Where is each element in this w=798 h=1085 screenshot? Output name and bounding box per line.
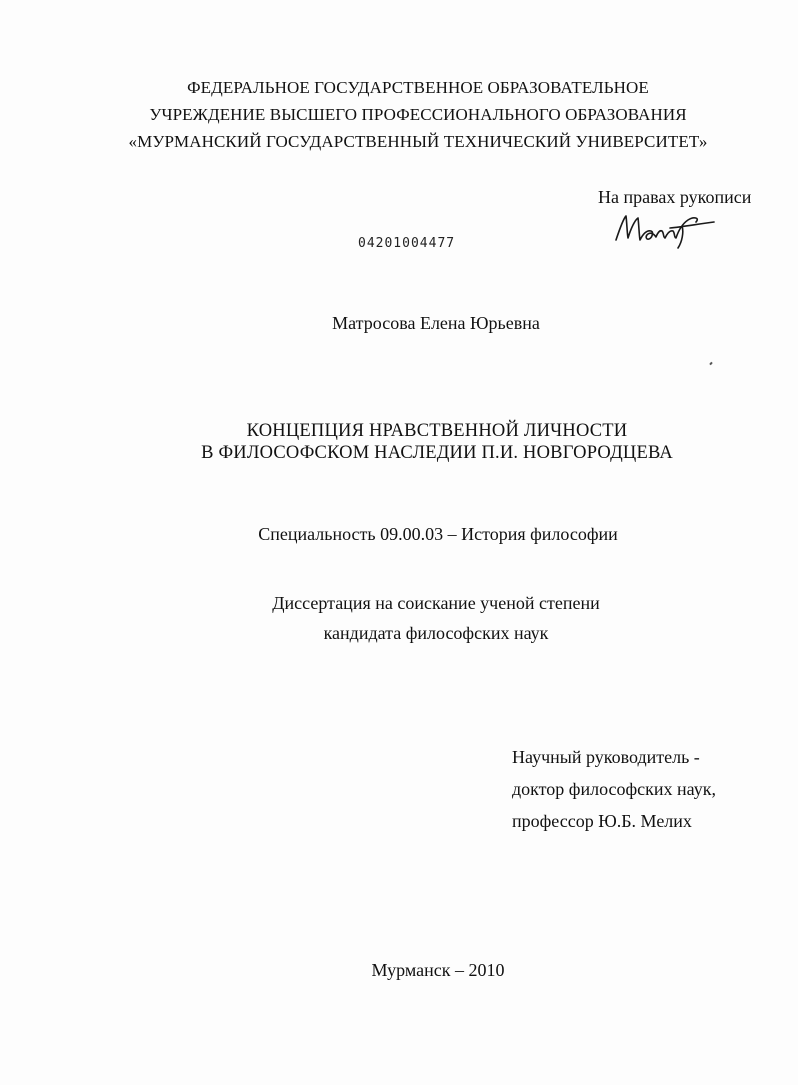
advisor-line-1: Научный руководитель - [512, 747, 700, 767]
scientific-advisor [512, 741, 716, 837]
title-line-2: В ФИЛОСОФСКОМ НАСЛЕДИИ П.И. НОВГОРОДЦЕВА [201, 443, 673, 463]
catalog-code: 04201004477 [358, 236, 456, 251]
author-name: Матросова Елена Юрьевна [332, 313, 540, 333]
city-year-block [0, 960, 798, 981]
scan-speck [709, 362, 712, 366]
title-line-1: КОНЦЕПЦИЯ НРАВСТВЕННОЙ ЛИЧНОСТИ [246, 421, 628, 441]
rights-note: На правах рукописи [598, 187, 752, 207]
advisor-line-2: доктор философских наук, [512, 779, 716, 799]
city-year: Мурманск – 2010 [371, 960, 505, 980]
degree-line-2: кандидата философских наук [323, 623, 549, 643]
institution-line-2: УЧРЕЖДЕНИЕ ВЫСШЕГО ПРОФЕССИОНАЛЬНОГО ОБРАЗОВАНИЯ [149, 105, 687, 124]
institution-header [0, 74, 798, 155]
author-name-block [0, 313, 798, 334]
dissertation-degree [0, 588, 798, 648]
degree-line-1: Диссертация на соискание ученой степени [272, 593, 600, 613]
dissertation-title [0, 420, 798, 464]
specialty-block [0, 524, 798, 545]
handwritten-signature [612, 210, 722, 250]
advisor-line-3: профессор Ю.Б. Мелих [512, 811, 692, 831]
institution-line-3: «МУРМАНСКИЙ ГОСУДАРСТВЕННЫЙ ТЕХНИЧЕСКИЙ УНИВЕРСИТЕТ» [128, 132, 708, 151]
specialty: Специальность 09.00.03 – История философии [258, 524, 618, 544]
institution-line-1: ФЕДЕРАЛЬНОЕ ГОСУДАРСТВЕННОЕ ОБРАЗОВАТЕЛЬНОЕ [187, 78, 649, 97]
